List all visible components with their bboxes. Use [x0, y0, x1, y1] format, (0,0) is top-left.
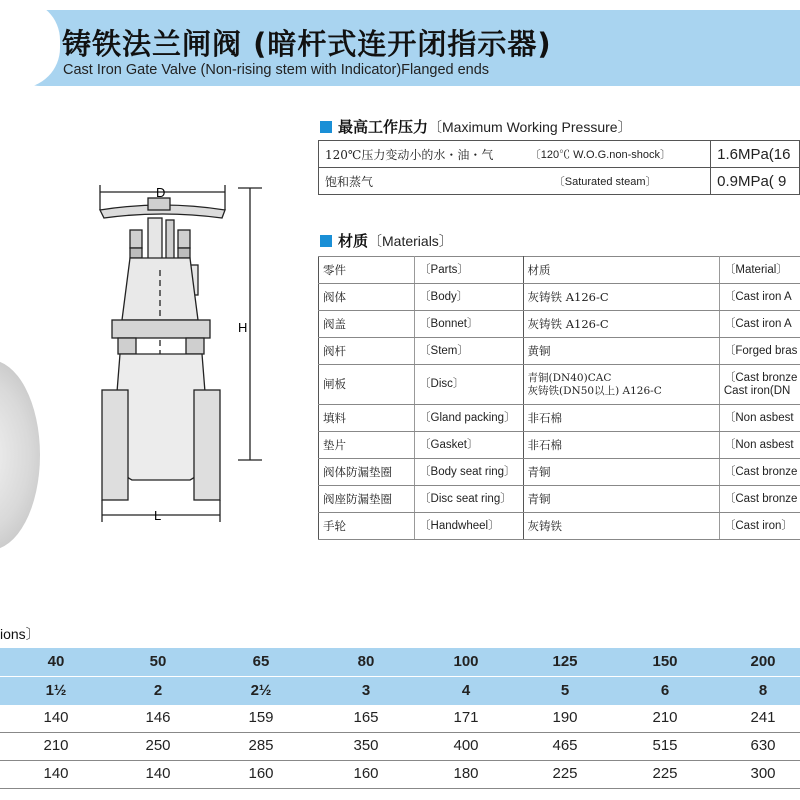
flange-photo: [0, 360, 40, 550]
material-en-cell: [719, 365, 800, 405]
material-en: 〔Non asbest: [719, 405, 800, 432]
pressure-heading-cn: 最高工作压力: [338, 118, 429, 136]
part-cn: 阀体: [319, 284, 415, 311]
dimension-cell: 80: [357, 653, 375, 670]
part-cn: 填料: [319, 405, 415, 432]
dimensions-row: [0, 704, 800, 733]
dimension-cell: 160: [248, 765, 274, 782]
dimensions-heading: ions〕: [0, 626, 40, 642]
page-subtitle: Cast Iron Gate Valve (Non-rising stem with Indicator)Flanged ends: [63, 62, 490, 78]
dimension-cell: 140: [43, 709, 69, 726]
material-cn: 灰铸铁: [523, 513, 719, 540]
valve-drawing: [90, 170, 265, 550]
part-cn: 零件: [319, 257, 415, 284]
dimension-cell: 5: [560, 682, 570, 699]
part-en: 〔Body〕: [415, 284, 524, 311]
dimension-cell: 140: [43, 765, 69, 782]
dimension-cell: 225: [552, 765, 578, 782]
part-cn: 手轮: [319, 513, 415, 540]
dimension-cell: 630: [750, 737, 776, 754]
material-en: 〔Cast iron A: [719, 311, 800, 338]
pressure-heading-en: 〔Maximum Working Pressure〕: [428, 119, 632, 135]
materials-table: [318, 256, 800, 540]
materials-row: [319, 513, 800, 540]
dimension-cell: 200: [750, 653, 776, 670]
materials-heading: [320, 230, 453, 251]
dimension-l-label: L: [154, 508, 162, 523]
material-en: 〔Cast bronze: [723, 371, 798, 384]
material-en: Cast iron(DN: [723, 384, 791, 397]
dimension-cell: 225: [652, 765, 678, 782]
dimension-cell: 146: [145, 709, 171, 726]
material-en: 〔Cast bronze: [719, 459, 800, 486]
materials-row: [319, 486, 800, 513]
dimension-cell: 400: [453, 737, 479, 754]
dimension-cell: 140: [145, 765, 171, 782]
dimension-cell: 40: [47, 653, 65, 670]
dimension-cell: 160: [353, 765, 379, 782]
section-marker: [320, 121, 332, 133]
header-banner: [0, 0, 800, 88]
dimension-cell: 2: [153, 682, 163, 699]
material-en: 〔Cast iron〕: [719, 513, 800, 540]
dimension-cell: 250: [145, 737, 171, 754]
pressure-condition-cn: 饱和蒸气: [325, 174, 374, 189]
part-en: 〔Gasket〕: [415, 432, 524, 459]
dimension-cell: 190: [552, 709, 578, 726]
dimensions-row: [0, 760, 800, 789]
dimension-cell: 165: [353, 709, 379, 726]
pressure-condition-en: 〔Saturated steam〕: [553, 176, 657, 188]
materials-row: [319, 405, 800, 432]
dimension-cell: 50: [149, 653, 167, 670]
material-en: 〔Cast bronze: [719, 486, 800, 513]
dimension-h-label: H: [238, 320, 248, 335]
material-cn: 灰铸铁(DN50以上) A126-C: [527, 384, 662, 397]
pressure-value: 1.6MPa(16: [711, 141, 800, 168]
pressure-cell: [319, 168, 524, 195]
material-en: 〔Cast iron A: [719, 284, 800, 311]
dimension-cell: 159: [248, 709, 274, 726]
dimension-cell: 300: [750, 765, 776, 782]
dimensions-row: [0, 648, 800, 676]
page-title: 铸铁法兰闸阀 (暗杆式连开闭指示器): [62, 27, 552, 61]
dimension-cell: 150: [652, 653, 678, 670]
materials-row: [319, 459, 800, 486]
part-cn: 阀杆: [319, 338, 415, 365]
material-cn: 非石棉: [523, 432, 719, 459]
materials-heading-en: 〔Materials〕: [368, 233, 453, 249]
materials-row: [319, 338, 800, 365]
pressure-row: [319, 141, 800, 168]
dimension-cell: 210: [652, 709, 678, 726]
dimension-cell: 180: [453, 765, 479, 782]
material-en: 〔Non asbest: [719, 432, 800, 459]
part-en: 〔Gland packing〕: [415, 405, 524, 432]
material-cn: 材质: [523, 257, 719, 284]
part-en: 〔Stem〕: [415, 338, 524, 365]
pressure-cell: [319, 141, 524, 168]
material-cn: 灰铸铁 A126-C: [523, 311, 719, 338]
dimension-cell: 2½: [250, 682, 272, 699]
dimension-cell: 4: [461, 682, 471, 699]
part-en: 〔Body seat ring〕: [415, 459, 524, 486]
dimension-d-label: D: [156, 185, 166, 200]
materials-row: [319, 365, 800, 405]
part-en: 〔Bonnet〕: [415, 311, 524, 338]
materials-row: [319, 257, 800, 284]
material-cn: 灰铸铁 A126-C: [523, 284, 719, 311]
pressure-row: [319, 168, 800, 195]
material-cn: 非石棉: [523, 405, 719, 432]
material-cn: 青铜(DN40)CAC: [527, 371, 612, 384]
pressure-table: [318, 140, 800, 195]
material-cn: 青铜: [523, 459, 719, 486]
materials-row: [319, 311, 800, 338]
material-cn: 黄铜: [523, 338, 719, 365]
part-cn: 阀座防漏垫圈: [319, 486, 415, 513]
part-cn: 阀体防漏垫圈: [319, 459, 415, 486]
pressure-heading: [320, 116, 632, 137]
pressure-value: 0.9MPa( 9: [711, 168, 800, 195]
materials-heading-cn: 材质: [338, 232, 369, 250]
pressure-cell: [524, 141, 711, 168]
dimension-cell: 171: [453, 709, 479, 726]
material-cn: 青铜: [523, 486, 719, 513]
dimension-cell: 350: [353, 737, 379, 754]
dimension-cell: 8: [758, 682, 768, 699]
dimension-cell: 125: [552, 653, 578, 670]
part-cn: 垫片: [319, 432, 415, 459]
section-marker: [320, 235, 332, 247]
part-en: 〔Disc〕: [415, 365, 524, 405]
part-en: 〔Disc seat ring〕: [415, 486, 524, 513]
dimension-cell: 3: [361, 682, 371, 699]
part-en: 〔Parts〕: [415, 257, 524, 284]
part-cn: 阀盖: [319, 311, 415, 338]
materials-row: [319, 284, 800, 311]
dimension-cell: 6: [660, 682, 670, 699]
part-cn: 闸板: [319, 365, 415, 405]
dimension-cell: 465: [552, 737, 578, 754]
dimension-cell: 210: [43, 737, 69, 754]
dimension-cell: 285: [248, 737, 274, 754]
material-en: 〔Material〕: [719, 257, 800, 284]
dimension-cell: 241: [750, 709, 776, 726]
pressure-cell: [524, 168, 711, 195]
pressure-condition-cn: 120℃压力变动小的水・油・气: [325, 147, 494, 162]
dimension-cell: 65: [252, 653, 270, 670]
dimensions-row: [0, 676, 800, 705]
dimension-cell: 1½: [45, 682, 67, 699]
material-cn-cell: [523, 365, 719, 405]
dimensions-row: [0, 732, 800, 761]
material-en: 〔Forged bras: [719, 338, 800, 365]
materials-row: [319, 432, 800, 459]
pressure-condition-en: 〔120℃ W.O.G.non-shock〕: [529, 149, 671, 161]
part-en: 〔Handwheel〕: [415, 513, 524, 540]
dimension-cell: 100: [453, 653, 479, 670]
dimension-cell: 515: [652, 737, 678, 754]
